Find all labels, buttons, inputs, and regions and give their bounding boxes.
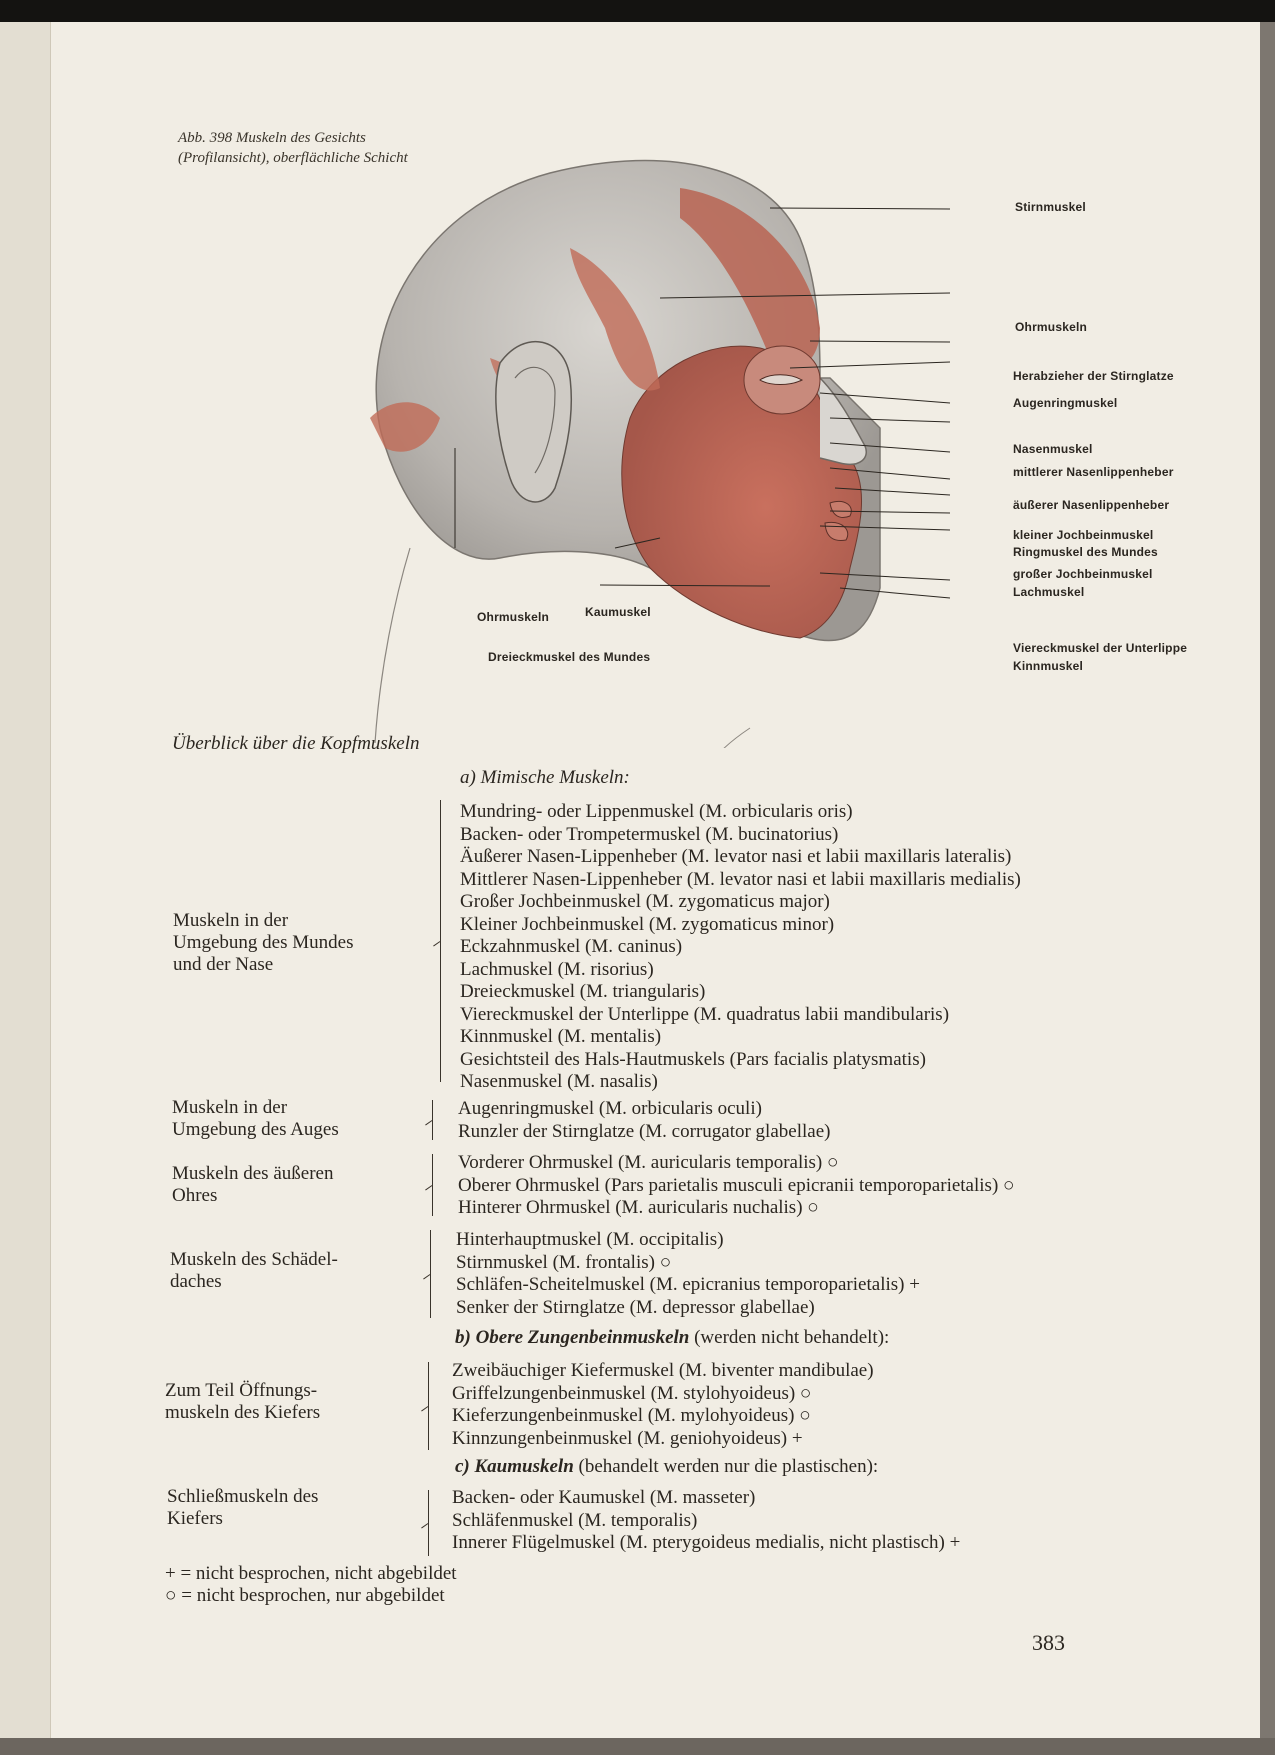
list-item: Hinterer Ohrmuskel (M. auricularis nuchalis) ○ <box>458 1197 819 1218</box>
list-item: Senker der Stirnglatze (M. depressor glabellae) <box>456 1296 815 1318</box>
group-label-ear <box>172 1163 333 1207</box>
list-item: Backen- oder Trompetermuskel (M. bucinatorius) <box>460 823 839 845</box>
brace <box>430 1230 437 1318</box>
label-ohrmuskeln-left: Ohrmuskeln <box>477 610 550 624</box>
list-item: Hinterhauptmuskel (M. occipitalis) <box>456 1229 724 1250</box>
caption-line-1: Abb. 398 Muskeln des Gesichts <box>178 130 366 146</box>
list-item: Oberer Ohrmuskel (Pars parietalis musculi epicranii temporoparietalis) ○ <box>458 1174 1015 1196</box>
group-label-line: Muskeln in der <box>173 910 289 931</box>
group-label-mouth-nose <box>173 910 353 976</box>
group-label-line: Muskeln in der <box>172 1097 288 1118</box>
list-item: Griffelzungenbeinmuskel (M. stylohyoideus) ○ <box>452 1382 812 1404</box>
group-label-line: Schließmuskeln des <box>167 1486 319 1507</box>
label-nasenmuskel: Nasenmuskel <box>1013 442 1093 456</box>
legend-plus: + = nicht besprochen, nicht abgebildet <box>165 1563 457 1584</box>
label-mittlerer-nasenlippenheber: mittlerer Nasenlippenheber <box>1013 465 1174 479</box>
group-label-line: muskeln des Kiefers <box>165 1402 321 1423</box>
brace <box>428 1362 435 1450</box>
group-label-skull-roof <box>170 1249 338 1293</box>
list-item: Äußerer Nasen-Lippenheber (M. levator nasi et labii maxillaris lateralis) <box>460 846 1012 867</box>
group-label-line: Zum Teil Öffnungs- <box>165 1380 318 1401</box>
group-items-skull-roof <box>456 1229 920 1319</box>
group-label-line: Muskeln des äußeren <box>172 1163 334 1184</box>
label-viereckmuskel: Viereckmuskel der Unterlippe <box>1013 641 1188 655</box>
group-items-jaw-openers <box>452 1360 874 1450</box>
brace <box>428 1490 435 1556</box>
legend <box>165 1563 457 1607</box>
page-number: 383 <box>1032 1630 1065 1655</box>
section-c-note: (behandelt werden nur die plastischen): <box>578 1456 879 1477</box>
list-item: Backen- oder Kaumuskel (M. masseter) <box>452 1487 756 1508</box>
label-ohrmuskeln-right: Ohrmuskeln <box>1015 320 1088 334</box>
section-b-title <box>455 1327 889 1349</box>
brace <box>432 1154 439 1216</box>
list-item: Eckzahnmuskel (M. caninus) <box>460 936 683 957</box>
list-item: Viereckmuskel der Unterlippe (M. quadratus labii mandibularis) <box>460 1003 950 1025</box>
head-muscles-illustration <box>350 128 1240 748</box>
label-lachmuskel: Lachmuskel <box>1013 585 1085 599</box>
list-item: Kinnzungenbeinmuskel (M. geniohyoideus) + <box>452 1427 803 1449</box>
list-item: Vorderer Ohrmuskel (M. auricularis temporalis) ○ <box>458 1152 839 1173</box>
brace <box>432 1100 439 1140</box>
group-label-line: und der Nase <box>173 954 274 975</box>
group-label-line: Umgebung des Auges <box>172 1119 339 1140</box>
label-kaumuskel: Kaumuskel <box>585 605 651 619</box>
brace <box>440 800 447 1082</box>
label-ringmuskel: Ringmuskel des Mundes <box>1013 545 1158 559</box>
overview-title: Überblick über die Kopfmuskeln <box>172 733 420 754</box>
group-label-line: Muskeln des Schädel- <box>170 1249 338 1270</box>
caption-line-2: (Profilansicht), oberflächliche Schicht <box>178 150 408 166</box>
group-items-ear <box>458 1152 1015 1220</box>
list-item: Kleiner Jochbeinmuskel (M. zygomaticus minor) <box>460 913 835 935</box>
group-items-eye <box>458 1098 830 1143</box>
label-dreieckmuskel: Dreieckmuskel des Mundes <box>488 650 651 664</box>
list-item: Innerer Flügelmuskel (M. pterygoideus medialis, nicht plastisch) + <box>452 1532 961 1553</box>
label-grosser-jochbeinmuskel: großer Jochbeinmuskel <box>1013 567 1153 581</box>
group-label-line: daches <box>170 1271 222 1292</box>
section-b-note: (werden nicht behandelt): <box>694 1327 890 1348</box>
list-item: Großer Jochbeinmuskel (M. zygomaticus major) <box>460 891 830 912</box>
list-item: Schläfen-Scheitelmuskel (M. epicranius temporoparietalis) + <box>456 1274 920 1295</box>
group-label-line: Ohres <box>172 1185 218 1206</box>
group-label-line: Umgebung des Mundes <box>173 932 354 953</box>
section-b-heading: b) Obere Zungenbeinmuskeln <box>455 1327 690 1348</box>
group-label-line: Kiefers <box>167 1508 223 1529</box>
list-item: Kieferzungenbeinmuskel (M. mylohyoideus) ○ <box>452 1405 811 1426</box>
binding-edge <box>0 22 51 1755</box>
list-item: Zweibäuchiger Kiefermuskel (M. biventer mandibulae) <box>452 1360 874 1381</box>
list-item: Lachmuskel (M. risorius) <box>460 958 654 980</box>
legend-circle: ○ = nicht besprochen, nur abgebildet <box>165 1585 445 1606</box>
group-label-jaw-openers <box>165 1380 320 1424</box>
bottom-bar <box>0 1738 1275 1755</box>
list-item: Schläfenmuskel (M. temporalis) <box>452 1509 698 1531</box>
label-herabzieher: Herabzieher der Stirnglatze <box>1013 369 1174 383</box>
label-kleiner-jochbeinmuskel: kleiner Jochbeinmuskel <box>1013 528 1154 542</box>
label-kinnmuskel: Kinnmuskel <box>1013 659 1084 673</box>
group-label-jaw-closers <box>167 1486 318 1530</box>
group-label-eye <box>172 1097 339 1141</box>
head-illustration-svg <box>350 128 1240 748</box>
top-bar <box>0 0 1275 22</box>
list-item: Stirnmuskel (M. frontalis) ○ <box>456 1251 672 1273</box>
section-a-title: a) Mimische Muskeln: <box>460 767 630 788</box>
label-augenringmuskel: Augenringmuskel <box>1013 396 1118 410</box>
label-aeusserer-nasenlippenheber: äußerer Nasenlippenheber <box>1013 498 1170 512</box>
list-item: Dreieckmuskel (M. triangularis) <box>460 981 706 1002</box>
list-item: Mittlerer Nasen-Lippenheber (M. levator nasi et labii maxillaris medialis) <box>460 868 1021 890</box>
list-item: Augenringmuskel (M. orbicularis oculi) <box>458 1098 762 1119</box>
list-item: Kinnmuskel (M. mentalis) <box>460 1026 662 1047</box>
list-item: Gesichtsteil des Hals-Hautmuskels (Pars facialis platysmatis) <box>460 1048 926 1070</box>
list-item: Runzler der Stirnglatze (M. corrugator glabellae) <box>458 1120 831 1142</box>
section-c-title <box>455 1456 878 1478</box>
list-item: Mundring- oder Lippenmuskel (M. orbicularis oris) <box>460 801 853 822</box>
group-items-jaw-closers <box>452 1487 960 1555</box>
section-c-heading: c) Kaumuskeln <box>455 1456 574 1477</box>
group-items-mouth-nose <box>460 801 1021 1094</box>
label-stirnmuskel: Stirnmuskel <box>1015 200 1086 214</box>
list-item: Nasenmuskel (M. nasalis) <box>460 1071 658 1092</box>
right-edge <box>1260 22 1275 1755</box>
